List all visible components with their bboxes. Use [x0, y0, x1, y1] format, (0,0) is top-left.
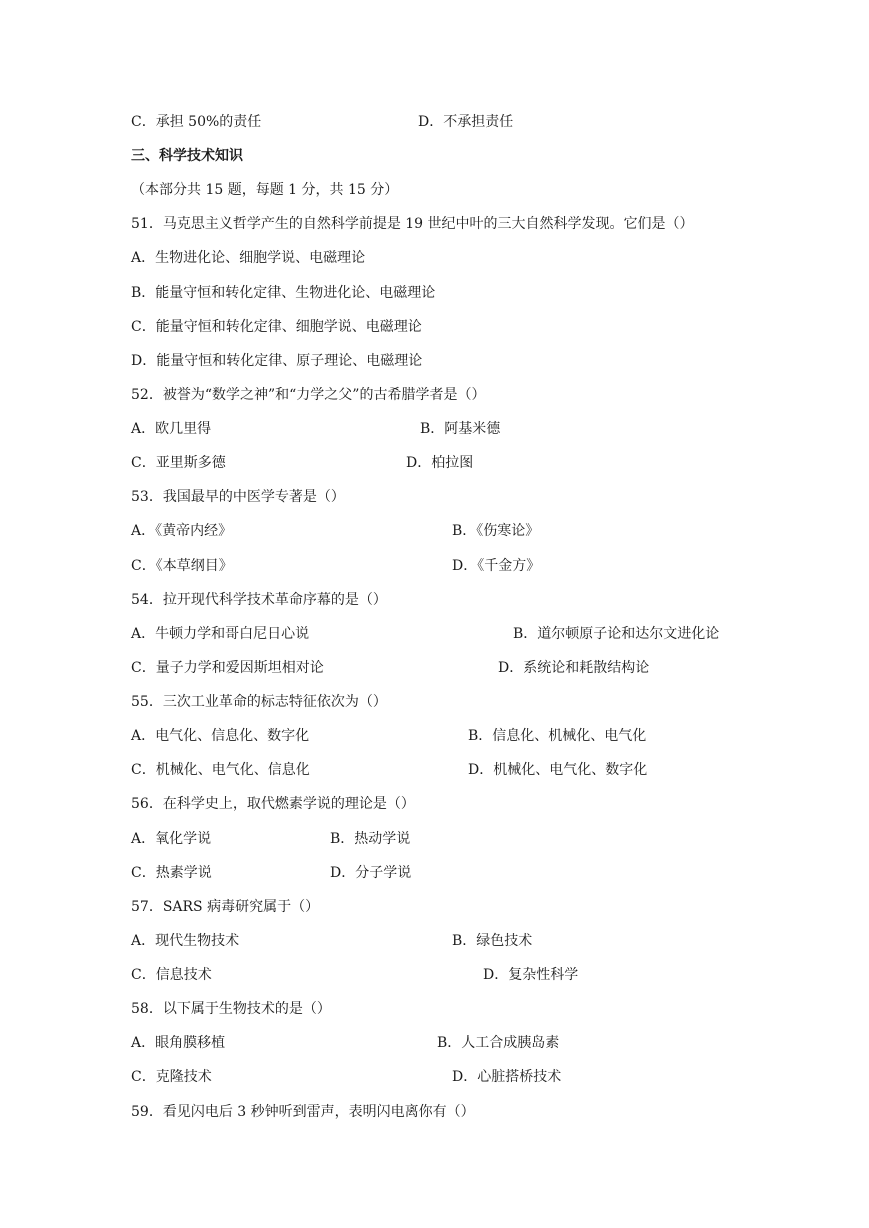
q53-option-d: D．《千金方》: [452, 558, 541, 574]
q57-option-a: A．现代生物技术: [131, 933, 240, 949]
q56-stem: 56．在科学史上，取代燃素学说的理论是（）: [131, 796, 415, 812]
q51-option-d: D．能量守恒和转化定律、原子理论、电磁理论: [131, 353, 423, 369]
section-title: 三、科学技术知识: [131, 148, 243, 164]
q54-option-b: B．道尔顿原子论和达尔文进化论: [513, 626, 720, 642]
q54-option-c: C．量子力学和爱因斯坦相对论: [131, 660, 324, 676]
q57-stem: 57．SARS 病毒研究属于（）: [131, 899, 320, 915]
top-option-d: D．不承担责任: [418, 114, 514, 130]
q56-option-b: B．热动学说: [330, 831, 411, 847]
q55-option-a: A．电气化、信息化、数字化: [131, 728, 310, 744]
q58-option-a: A．眼角膜移植: [131, 1035, 226, 1051]
q55-stem: 55．三次工业革命的标志特征依次为（）: [131, 694, 387, 710]
q57-option-d: D．复杂性科学: [483, 967, 579, 983]
q52-stem: 52．被誉为“数学之神”和“力学之父”的古希腊学者是（）: [131, 387, 486, 403]
q56-option-c: C．热素学说: [131, 865, 212, 881]
q55-option-d: D．机械化、电气化、数字化: [468, 762, 648, 778]
q54-option-d: D．系统论和耗散结构论: [498, 660, 650, 676]
q52-option-d: D．柏拉图: [406, 455, 474, 471]
q56-option-a: A．氧化学说: [131, 831, 212, 847]
q51-option-c: C．能量守恒和转化定律、细胞学说、电磁理论: [131, 319, 422, 335]
q59-stem: 59．看见闪电后 3 秒钟听到雷声，表明闪电离你有（）: [131, 1104, 475, 1120]
q57-option-c: C．信息技术: [131, 967, 212, 983]
q53-option-a: A．《黄帝内经》: [131, 523, 233, 539]
q52-option-c: C．亚里斯多德: [131, 455, 226, 471]
q58-stem: 58．以下属于生物技术的是（）: [131, 1001, 331, 1017]
q53-option-c: C．《本草纲目》: [131, 558, 233, 574]
section-note: （本部分共 15 题，每题 1 分，共 15 分）: [131, 182, 399, 198]
q55-option-c: C．机械化、电气化、信息化: [131, 762, 310, 778]
q52-option-a: A．欧几里得: [131, 421, 212, 437]
q54-option-a: A．牛顿力学和哥白尼日心说: [131, 626, 310, 642]
q58-option-c: C．克隆技术: [131, 1069, 212, 1085]
q55-option-b: B．信息化、机械化、电气化: [468, 728, 647, 744]
q57-option-b: B．绿色技术: [452, 933, 533, 949]
q51-option-b: B．能量守恒和转化定律、生物进化论、电磁理论: [131, 285, 436, 301]
top-option-c: C．承担 50%的责任: [131, 114, 262, 130]
q54-stem: 54．拉开现代科学技术革命序幕的是（）: [131, 592, 387, 608]
q56-option-d: D．分子学说: [330, 865, 412, 881]
q53-option-b: B．《伤寒论》: [452, 523, 540, 539]
q51-option-a: A．生物进化论、细胞学说、电磁理论: [131, 250, 366, 266]
q52-option-b: B．阿基米德: [420, 421, 501, 437]
q58-option-b: B．人工合成胰岛素: [437, 1035, 560, 1051]
q58-option-d: D．心脏搭桥技术: [452, 1069, 562, 1085]
q53-stem: 53．我国最早的中医学专著是（）: [131, 489, 345, 505]
q51-stem: 51．马克思主义哲学产生的自然科学前提是 19 世纪中叶的三大自然科学发现。它们是（）: [131, 216, 694, 232]
